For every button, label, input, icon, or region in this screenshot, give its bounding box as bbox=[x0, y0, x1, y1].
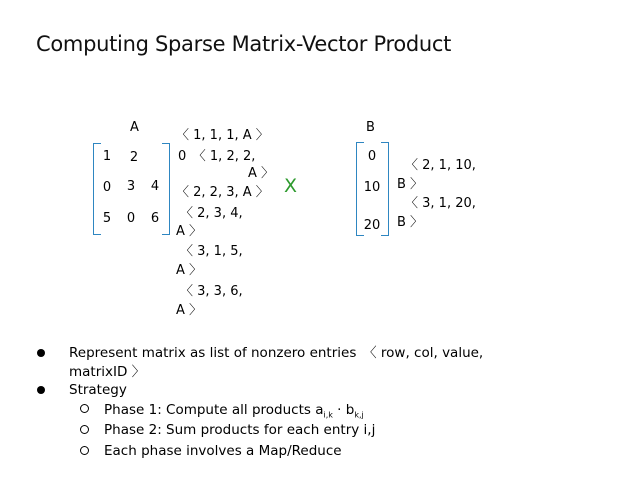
tuple-b-line: B 〉 bbox=[397, 177, 424, 192]
tuple-a-line: A 〉 bbox=[176, 303, 203, 318]
vector-b-cell: 20 bbox=[363, 218, 381, 233]
subbullet-circle-icon bbox=[80, 404, 89, 413]
tuple-b-line: B 〉 bbox=[397, 215, 424, 230]
matrix-a-cell: 1 bbox=[102, 149, 112, 164]
subbullet-phase3: Each phase involves a Map/Reduce bbox=[104, 443, 342, 459]
phase1-mid: · b bbox=[332, 402, 355, 418]
tuple-a-line: A 〉 bbox=[248, 166, 275, 181]
matrix-a-cell: 4 bbox=[150, 179, 160, 194]
matrix-a-cell: 5 bbox=[102, 211, 112, 226]
tuple-a-line: 〈 2, 2, 3, A 〉 bbox=[176, 185, 269, 200]
bullet-dot-icon bbox=[37, 386, 45, 394]
slide-title: Computing Sparse Matrix-Vector Product bbox=[36, 32, 452, 56]
tuple-b-line: 〈 2, 1, 10, bbox=[405, 158, 476, 173]
phase1-subscript-a: i,k bbox=[323, 410, 333, 420]
bullet-dot-icon bbox=[37, 349, 45, 357]
tuple-a-line: 〈 1, 1, 1, A 〉 bbox=[176, 128, 269, 143]
matrix-a-cell: 2 bbox=[129, 150, 139, 165]
tuple-b-line: 〈 3, 1, 20, bbox=[405, 196, 476, 211]
tuple-a-line: 0 〈 1, 2, 2, bbox=[178, 149, 256, 164]
bullet-text-line: matrixID 〉 bbox=[69, 364, 146, 380]
tuple-a-line: 〈 3, 3, 6, bbox=[180, 284, 243, 299]
vector-b-cell: 10 bbox=[363, 180, 381, 195]
matrix-a-cell: 3 bbox=[126, 179, 136, 194]
tuple-a-line: A 〉 bbox=[176, 263, 203, 278]
bullet-text-line: Represent matrix as list of nonzero entries 〈 row, col, value, bbox=[69, 345, 484, 361]
tuple-a-line: 〈 3, 1, 5, bbox=[180, 244, 243, 259]
subbullet-phase2: Phase 2: Sum products for each entry i,j bbox=[104, 422, 376, 438]
vector-b-label: B bbox=[366, 120, 375, 135]
matrix-a-label: A bbox=[130, 120, 139, 135]
subbullet-circle-icon bbox=[80, 425, 89, 434]
bullet-text: Strategy bbox=[69, 382, 127, 398]
vector-b-cell: 0 bbox=[367, 149, 377, 164]
phase1-prefix: Phase 1: Compute all products a bbox=[104, 402, 324, 418]
tuple-a-line: A 〉 bbox=[176, 224, 203, 239]
matrix-a-cell: 6 bbox=[150, 211, 160, 226]
tuple-a-line: 〈 2, 3, 4, bbox=[180, 206, 243, 221]
subbullet-circle-icon bbox=[80, 446, 89, 455]
matrix-a-cell: 0 bbox=[102, 180, 112, 195]
phase1-subscript-b: k,j bbox=[354, 410, 364, 420]
multiply-operator: X bbox=[284, 175, 298, 197]
matrix-a-cell: 0 bbox=[126, 211, 136, 226]
